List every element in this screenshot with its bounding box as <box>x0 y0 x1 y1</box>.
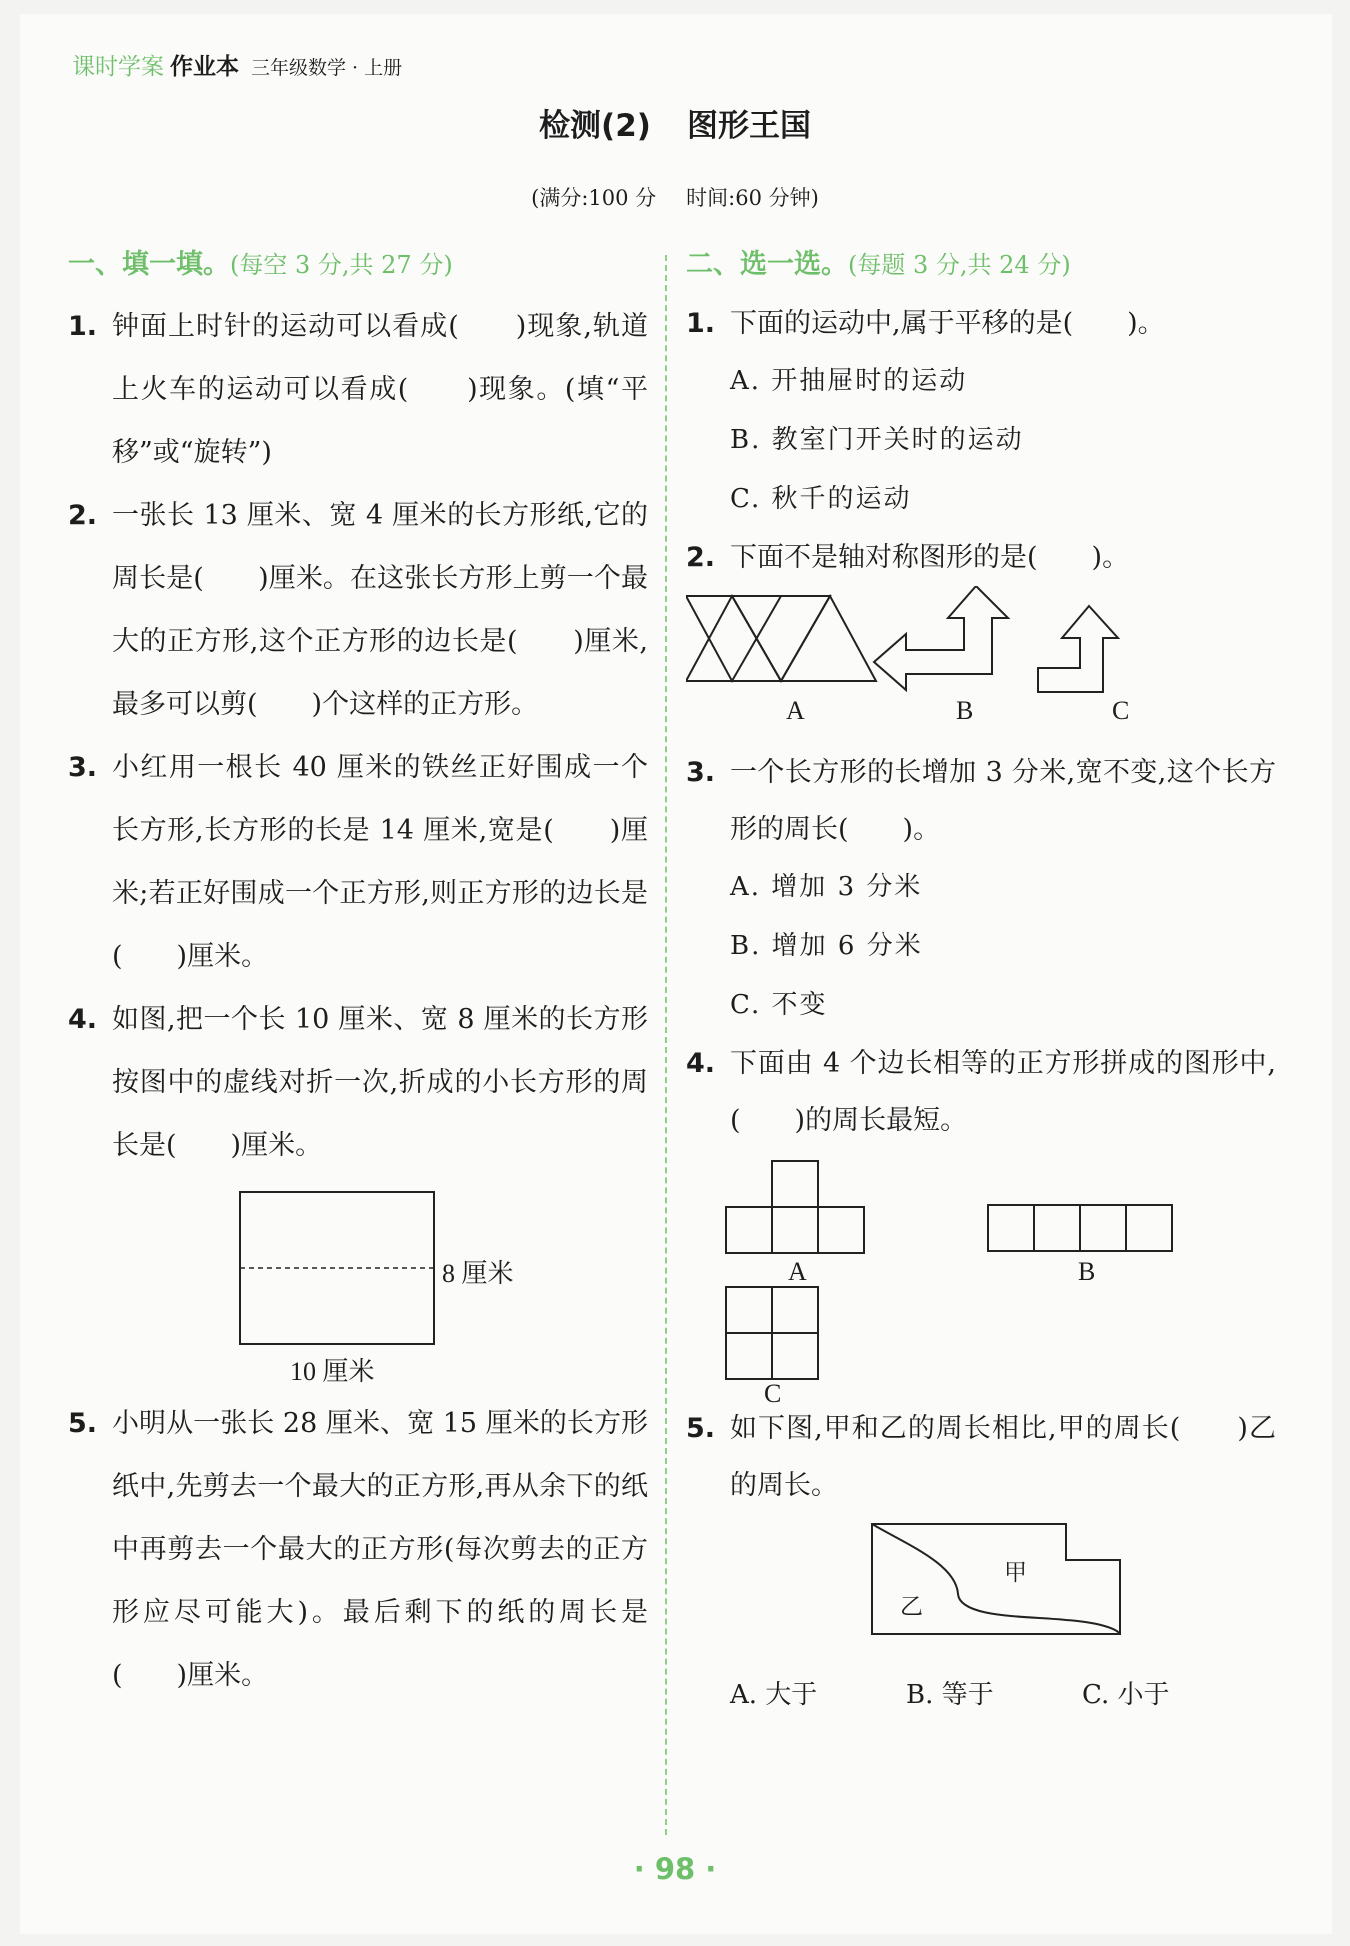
option-c[interactable]: C. 小于 <box>1082 1680 1170 1710</box>
triangles-figure-a <box>686 596 876 681</box>
square-shape-figure-c <box>726 1287 818 1379</box>
section2-title: 二、选一选。 <box>686 249 848 280</box>
triangle-left <box>686 596 781 681</box>
question-number: 3. <box>68 752 98 783</box>
question-number: 3. <box>686 757 716 788</box>
question-number: 4. <box>686 1048 716 1079</box>
question-2-5 <box>686 1400 1276 1514</box>
option-a[interactable]: A. 开抽屉时的运动 <box>730 366 968 396</box>
option-a[interactable]: A. 增加 3 分米 <box>730 872 923 902</box>
title-right: 图形王国 <box>686 108 811 144</box>
question-number: 2. <box>686 542 716 573</box>
question-1-5 <box>68 1392 648 1707</box>
figure-label-b[interactable]: B <box>956 696 974 725</box>
option-b[interactable]: B. 等于 <box>906 1680 994 1710</box>
question-1-4 <box>68 988 648 1177</box>
question-2-4 <box>686 1035 1276 1149</box>
score-info: (满分:100 分 <box>531 186 657 210</box>
option-b[interactable]: B. 教室门开关时的运动 <box>730 425 1024 455</box>
figure-label-b[interactable]: B <box>1078 1257 1096 1286</box>
option-b[interactable]: B. 增加 6 分米 <box>730 931 923 961</box>
option-a[interactable]: A. 大于 <box>730 1680 818 1710</box>
section2-heading <box>686 245 1276 295</box>
question-2-3 <box>686 744 1276 858</box>
question-text: 一个长方形的长增加 3 分米,宽不变,这个长方形的周长( )。 <box>730 757 1276 845</box>
header-book: 作业本 <box>170 54 239 80</box>
figure-label-c[interactable]: C <box>1112 696 1130 725</box>
option-c[interactable]: C. 不变 <box>730 990 828 1020</box>
header-brand: 课时学案 <box>72 54 164 80</box>
section-fill-in <box>68 245 648 1707</box>
exam-meta <box>0 182 1350 212</box>
time-info: 时间:60 分钟) <box>686 186 819 210</box>
figure-label-a[interactable]: A <box>788 1257 807 1286</box>
question-text: 小红用一根长 40 厘米的铁丝正好围成一个长方形,长方形的长是 14 厘米,宽是( )厘米;若正好围成一个正方形,则正方形的边长是( )厘米。 <box>112 752 648 972</box>
question-2-2 <box>686 529 1276 586</box>
question-2-1 <box>686 295 1276 352</box>
jia-yi-figure <box>686 1514 1276 1664</box>
q5-options <box>686 1664 1276 1730</box>
question-text: 钟面上时针的运动可以看成( )现象,轨道上火车的运动可以看成( )现象。(填“平移”或“旋转”) <box>112 311 648 468</box>
section-multiple-choice <box>686 245 1276 1730</box>
question-text: 如下图,甲和乙的周长相比,甲的周长( )乙的周长。 <box>730 1413 1276 1501</box>
question-1-3 <box>68 736 648 988</box>
arrow-figure-b <box>874 586 1008 690</box>
running-header <box>72 48 402 81</box>
column-divider <box>665 255 667 1835</box>
figure-label-c[interactable]: C <box>764 1379 782 1408</box>
squares-figures <box>686 1149 1276 1408</box>
question-text: 下面由 4 个边长相等的正方形拼成的图形中,( )的周长最短。 <box>730 1048 1276 1136</box>
section2-points: (每题 3 分,共 24 分) <box>848 251 1071 279</box>
symmetry-figures <box>686 586 1276 736</box>
t-shape-figure-a <box>726 1161 864 1253</box>
question-text: 下面的运动中,属于平移的是( )。 <box>730 308 1165 339</box>
figure-label-a[interactable]: A <box>786 696 805 725</box>
squares-svg <box>686 1149 1276 1394</box>
fold-rectangle-figure <box>68 1177 648 1392</box>
title-left: 检测(2) <box>539 108 651 144</box>
height-label: 8 厘米 <box>442 1259 514 1288</box>
question-text: 下面不是轴对称图形的是( )。 <box>730 542 1130 573</box>
jia-label: 甲 <box>1004 1560 1027 1585</box>
question-number: 5. <box>686 1413 716 1444</box>
line-shape-figure-b <box>988 1205 1172 1251</box>
page-title <box>0 100 1350 145</box>
question-number: 1. <box>686 308 716 339</box>
section1-title: 一、填一填。 <box>68 249 230 280</box>
page-number: · 98 · <box>633 1852 717 1886</box>
section1-heading <box>68 245 648 295</box>
arrow-figure-c <box>1038 606 1118 692</box>
question-number: 1. <box>68 311 98 342</box>
question-text: 一张长 13 厘米、宽 4 厘米的长方形纸,它的周长是( )厘米。在这张长方形上剪一个最大的正方形,这个正方形的边长是( )厘米,最多可以剪( )个这样的正方形。 <box>112 500 648 720</box>
question-text: 小明从一张长 28 厘米、宽 15 厘米的长方形纸中,先剪去一个最大的正方形,再从余下的纸中再剪去一个最大的正方形(每次剪去的正方形应尽可能大)。最后剩下的纸的周长是( )厘米。 <box>112 1408 648 1691</box>
header-subtitle: 三年级数学 · 上册 <box>251 57 403 79</box>
section1-points: (每空 3 分,共 27 分) <box>230 251 453 279</box>
symmetry-svg <box>686 586 1276 736</box>
question-1-1 <box>68 295 648 484</box>
question-number: 4. <box>68 1004 98 1035</box>
jia-yi-svg <box>686 1514 1276 1664</box>
question-1-2 <box>68 484 648 736</box>
question-text: 如图,把一个长 10 厘米、宽 8 厘米的长方形按图中的虚线对折一次,折成的小长方形的周长是( )厘米。 <box>112 1004 648 1161</box>
triangle-right <box>781 596 876 681</box>
question-number: 5. <box>68 1408 98 1439</box>
yi-label: 乙 <box>900 1594 923 1619</box>
question-number: 2. <box>68 500 98 531</box>
width-label: 10 厘米 <box>290 1357 375 1386</box>
triangle-top <box>732 596 830 681</box>
triangle-bottom-left <box>686 596 781 681</box>
option-c[interactable]: C. 秋千的运动 <box>730 484 912 514</box>
